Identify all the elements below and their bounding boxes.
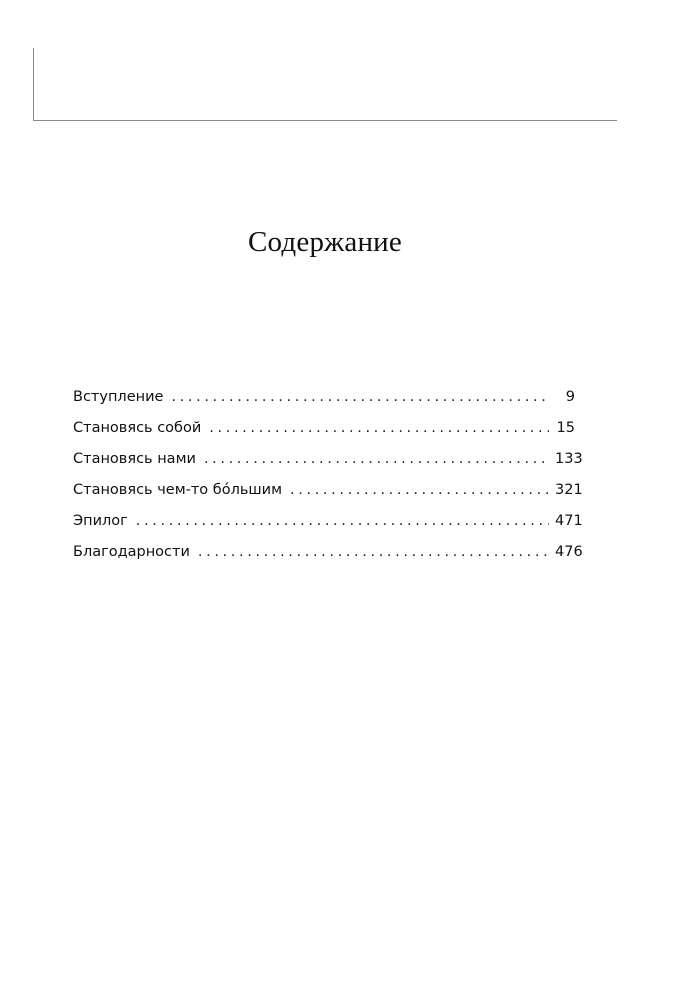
toc-entry-label: Эпилог: [73, 513, 128, 529]
toc-entry-introduction[interactable]: [73, 389, 575, 420]
toc-entry-label: Вступление: [73, 389, 164, 405]
crop-mark-vertical: [33, 48, 34, 120]
toc-dot-leader: [204, 451, 549, 467]
toc-entry-label: Становясь нами: [73, 451, 196, 467]
toc-entry-epilogue[interactable]: [73, 513, 583, 544]
toc-entry-page: 9: [565, 389, 575, 405]
toc-entry-page: 476: [555, 544, 583, 560]
table-of-contents: [73, 389, 583, 575]
toc-dot-leader: [171, 389, 549, 405]
toc-entry-acknowledgments[interactable]: [73, 544, 583, 575]
toc-entry-becoming-me[interactable]: [73, 420, 575, 451]
toc-entry-page: 321: [555, 482, 583, 498]
toc-entry-label: Становясь собой: [73, 420, 202, 436]
toc-entry-becoming-more[interactable]: [73, 482, 583, 513]
toc-entry-label: Благодарности: [73, 544, 190, 560]
toc-dot-leader: [198, 544, 549, 560]
toc-dot-leader: [136, 513, 549, 529]
page-title: Содержание: [248, 226, 402, 258]
toc-entry-page: 15: [556, 420, 575, 436]
toc-entry-page: 133: [555, 451, 583, 467]
toc-entry-becoming-us[interactable]: [73, 451, 583, 482]
crop-mark-horizontal: [33, 120, 617, 121]
toc-dot-leader: [290, 482, 549, 498]
toc-dot-leader: [209, 420, 549, 436]
toc-entry-page: 471: [555, 513, 583, 529]
toc-entry-label: Становясь чем-то бóльшим: [73, 482, 283, 498]
